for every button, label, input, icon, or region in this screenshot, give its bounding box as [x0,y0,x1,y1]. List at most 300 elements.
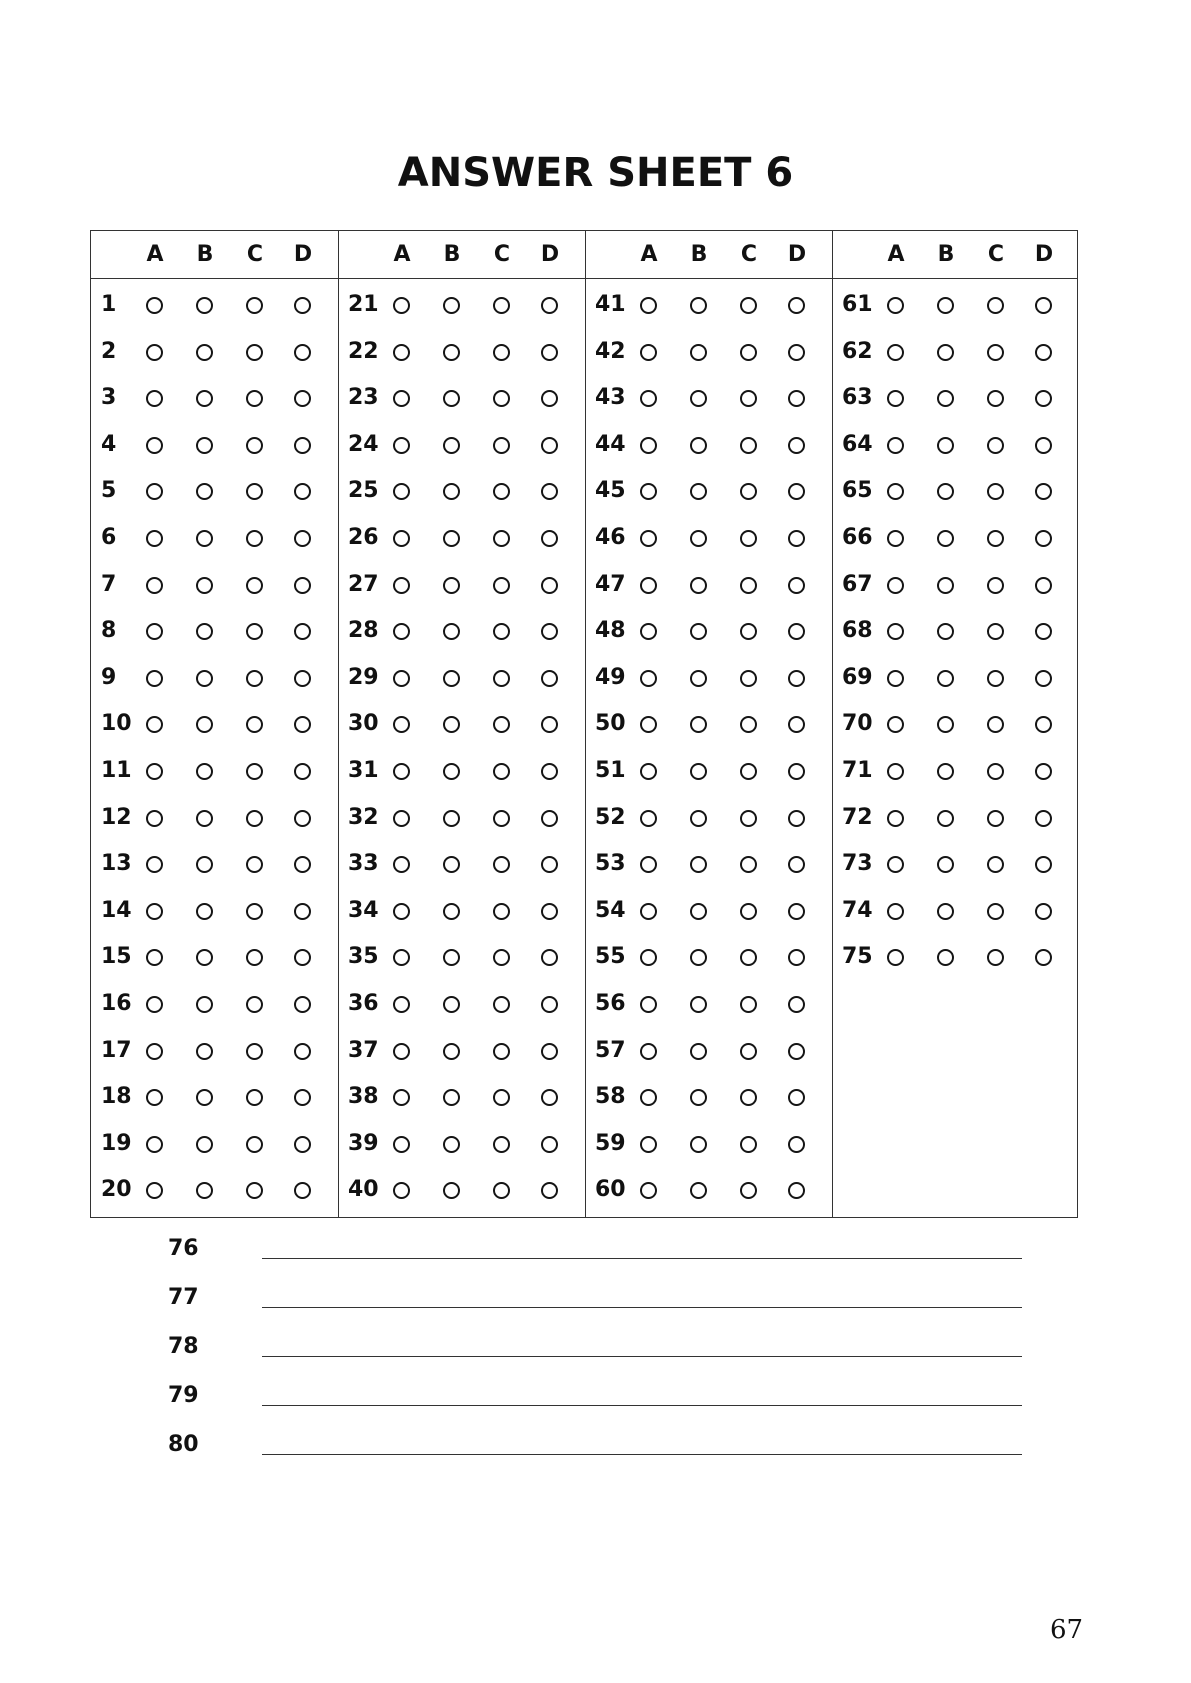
answer-bubble-c[interactable] [740,530,757,547]
answer-bubble-d[interactable] [541,390,558,407]
answer-bubble-d[interactable] [788,390,805,407]
answer-bubble-b[interactable] [937,716,954,733]
answer-bubble-c[interactable] [246,344,263,361]
answer-bubble-c[interactable] [987,903,1004,920]
answer-bubble-a[interactable] [393,297,410,314]
answer-bubble-a[interactable] [887,763,904,780]
answer-bubble-c[interactable] [740,297,757,314]
answer-bubble-a[interactable] [146,996,163,1013]
answer-bubble-a[interactable] [640,716,657,733]
answer-bubble-c[interactable] [246,1136,263,1153]
answer-bubble-b[interactable] [196,1136,213,1153]
answer-bubble-a[interactable] [393,670,410,687]
answer-bubble-a[interactable] [146,810,163,827]
answer-bubble-d[interactable] [1035,483,1052,500]
answer-bubble-d[interactable] [294,1182,311,1199]
answer-bubble-c[interactable] [987,577,1004,594]
answer-bubble-a[interactable] [640,996,657,1013]
answer-bubble-a[interactable] [393,390,410,407]
answer-bubble-c[interactable] [493,856,510,873]
answer-bubble-c[interactable] [246,1043,263,1060]
answer-bubble-a[interactable] [887,856,904,873]
answer-bubble-b[interactable] [937,949,954,966]
answer-bubble-a[interactable] [887,390,904,407]
answer-bubble-c[interactable] [740,949,757,966]
answer-bubble-a[interactable] [146,949,163,966]
answer-bubble-b[interactable] [196,437,213,454]
answer-bubble-a[interactable] [640,437,657,454]
answer-bubble-c[interactable] [246,530,263,547]
answer-bubble-a[interactable] [887,483,904,500]
answer-bubble-a[interactable] [887,344,904,361]
answer-bubble-b[interactable] [443,949,460,966]
answer-bubble-d[interactable] [541,810,558,827]
answer-bubble-b[interactable] [937,483,954,500]
answer-bubble-a[interactable] [640,390,657,407]
answer-bubble-b[interactable] [443,903,460,920]
answer-bubble-a[interactable] [640,1043,657,1060]
answer-bubble-b[interactable] [443,716,460,733]
answer-bubble-c[interactable] [246,390,263,407]
answer-bubble-c[interactable] [246,716,263,733]
answer-bubble-a[interactable] [640,1136,657,1153]
answer-bubble-b[interactable] [690,623,707,640]
answer-bubble-c[interactable] [740,344,757,361]
answer-bubble-c[interactable] [246,623,263,640]
answer-bubble-d[interactable] [788,810,805,827]
short-answer-line[interactable] [262,1454,1022,1455]
answer-bubble-d[interactable] [541,716,558,733]
answer-bubble-c[interactable] [493,716,510,733]
answer-bubble-c[interactable] [987,716,1004,733]
answer-bubble-d[interactable] [541,856,558,873]
answer-bubble-a[interactable] [393,949,410,966]
answer-bubble-a[interactable] [640,577,657,594]
answer-bubble-d[interactable] [1035,623,1052,640]
answer-bubble-b[interactable] [690,1089,707,1106]
answer-bubble-d[interactable] [541,623,558,640]
answer-bubble-c[interactable] [246,996,263,1013]
answer-bubble-d[interactable] [541,903,558,920]
answer-bubble-d[interactable] [788,577,805,594]
answer-bubble-a[interactable] [393,763,410,780]
answer-bubble-c[interactable] [740,437,757,454]
answer-bubble-d[interactable] [541,996,558,1013]
answer-bubble-c[interactable] [246,577,263,594]
answer-bubble-a[interactable] [640,856,657,873]
answer-bubble-c[interactable] [493,1043,510,1060]
answer-bubble-c[interactable] [246,670,263,687]
answer-bubble-b[interactable] [443,810,460,827]
answer-bubble-c[interactable] [493,1089,510,1106]
answer-bubble-c[interactable] [740,763,757,780]
answer-bubble-c[interactable] [493,577,510,594]
answer-bubble-a[interactable] [393,1043,410,1060]
answer-bubble-c[interactable] [987,623,1004,640]
answer-bubble-d[interactable] [788,716,805,733]
answer-bubble-c[interactable] [246,483,263,500]
answer-bubble-c[interactable] [246,856,263,873]
answer-bubble-b[interactable] [690,1136,707,1153]
answer-bubble-d[interactable] [788,856,805,873]
answer-bubble-d[interactable] [1035,390,1052,407]
answer-bubble-b[interactable] [690,810,707,827]
answer-bubble-b[interactable] [690,344,707,361]
answer-bubble-b[interactable] [937,390,954,407]
answer-bubble-b[interactable] [690,716,707,733]
answer-bubble-a[interactable] [640,344,657,361]
answer-bubble-d[interactable] [788,437,805,454]
answer-bubble-c[interactable] [493,670,510,687]
answer-bubble-a[interactable] [640,903,657,920]
answer-bubble-d[interactable] [541,763,558,780]
answer-bubble-b[interactable] [937,577,954,594]
answer-bubble-a[interactable] [146,530,163,547]
answer-bubble-d[interactable] [294,390,311,407]
answer-bubble-b[interactable] [690,437,707,454]
answer-bubble-c[interactable] [493,390,510,407]
answer-bubble-c[interactable] [493,344,510,361]
answer-bubble-b[interactable] [443,670,460,687]
answer-bubble-b[interactable] [690,530,707,547]
answer-bubble-c[interactable] [493,996,510,1013]
answer-bubble-c[interactable] [246,437,263,454]
answer-bubble-d[interactable] [788,1136,805,1153]
answer-bubble-c[interactable] [987,949,1004,966]
answer-bubble-d[interactable] [294,437,311,454]
answer-bubble-d[interactable] [541,483,558,500]
answer-bubble-c[interactable] [493,1182,510,1199]
answer-bubble-c[interactable] [493,297,510,314]
answer-bubble-d[interactable] [1035,437,1052,454]
answer-bubble-c[interactable] [987,530,1004,547]
answer-bubble-c[interactable] [987,483,1004,500]
answer-bubble-a[interactable] [146,716,163,733]
answer-bubble-a[interactable] [393,530,410,547]
answer-bubble-b[interactable] [443,577,460,594]
answer-bubble-b[interactable] [937,297,954,314]
answer-bubble-b[interactable] [937,856,954,873]
answer-bubble-c[interactable] [246,763,263,780]
answer-bubble-a[interactable] [393,1182,410,1199]
answer-bubble-c[interactable] [246,1182,263,1199]
answer-bubble-d[interactable] [541,1089,558,1106]
answer-bubble-b[interactable] [443,390,460,407]
answer-bubble-d[interactable] [294,577,311,594]
answer-bubble-c[interactable] [493,1136,510,1153]
answer-bubble-b[interactable] [196,903,213,920]
answer-bubble-c[interactable] [740,623,757,640]
answer-bubble-b[interactable] [937,903,954,920]
answer-bubble-b[interactable] [937,530,954,547]
answer-bubble-d[interactable] [1035,344,1052,361]
answer-bubble-d[interactable] [788,530,805,547]
answer-bubble-d[interactable] [541,297,558,314]
answer-bubble-a[interactable] [887,623,904,640]
answer-bubble-a[interactable] [146,623,163,640]
answer-bubble-a[interactable] [146,1043,163,1060]
answer-bubble-c[interactable] [987,763,1004,780]
answer-bubble-a[interactable] [640,763,657,780]
answer-bubble-a[interactable] [146,297,163,314]
answer-bubble-d[interactable] [541,344,558,361]
answer-bubble-a[interactable] [393,483,410,500]
answer-bubble-c[interactable] [740,903,757,920]
answer-bubble-a[interactable] [887,530,904,547]
answer-bubble-a[interactable] [393,996,410,1013]
answer-bubble-b[interactable] [937,763,954,780]
answer-bubble-d[interactable] [541,1182,558,1199]
answer-bubble-a[interactable] [393,810,410,827]
answer-bubble-a[interactable] [640,297,657,314]
answer-bubble-c[interactable] [740,577,757,594]
answer-bubble-d[interactable] [294,1043,311,1060]
answer-bubble-b[interactable] [443,1136,460,1153]
answer-bubble-c[interactable] [740,716,757,733]
answer-bubble-d[interactable] [788,344,805,361]
answer-bubble-d[interactable] [788,763,805,780]
answer-bubble-b[interactable] [937,670,954,687]
answer-bubble-d[interactable] [788,1182,805,1199]
answer-bubble-d[interactable] [294,856,311,873]
answer-bubble-c[interactable] [987,297,1004,314]
answer-bubble-c[interactable] [740,810,757,827]
answer-bubble-a[interactable] [640,530,657,547]
answer-bubble-a[interactable] [146,577,163,594]
answer-bubble-d[interactable] [294,297,311,314]
answer-bubble-a[interactable] [146,1136,163,1153]
answer-bubble-d[interactable] [788,1089,805,1106]
answer-bubble-c[interactable] [246,949,263,966]
answer-bubble-d[interactable] [294,483,311,500]
answer-bubble-b[interactable] [196,763,213,780]
answer-bubble-d[interactable] [541,949,558,966]
answer-bubble-b[interactable] [690,1182,707,1199]
answer-bubble-b[interactable] [937,623,954,640]
answer-bubble-b[interactable] [196,856,213,873]
answer-bubble-d[interactable] [1035,763,1052,780]
answer-bubble-d[interactable] [1035,297,1052,314]
answer-bubble-c[interactable] [740,996,757,1013]
answer-bubble-c[interactable] [246,1089,263,1106]
answer-bubble-d[interactable] [294,996,311,1013]
answer-bubble-d[interactable] [294,1089,311,1106]
answer-bubble-c[interactable] [246,903,263,920]
answer-bubble-d[interactable] [788,483,805,500]
answer-bubble-d[interactable] [294,1136,311,1153]
answer-bubble-c[interactable] [740,1089,757,1106]
answer-bubble-b[interactable] [937,437,954,454]
answer-bubble-b[interactable] [443,623,460,640]
answer-bubble-a[interactable] [887,903,904,920]
answer-bubble-a[interactable] [393,856,410,873]
answer-bubble-c[interactable] [987,344,1004,361]
answer-bubble-d[interactable] [294,810,311,827]
answer-bubble-b[interactable] [443,530,460,547]
answer-bubble-b[interactable] [443,1043,460,1060]
answer-bubble-a[interactable] [146,763,163,780]
answer-bubble-a[interactable] [887,810,904,827]
answer-bubble-d[interactable] [788,903,805,920]
answer-bubble-a[interactable] [393,577,410,594]
answer-bubble-d[interactable] [1035,810,1052,827]
answer-bubble-d[interactable] [294,623,311,640]
answer-bubble-c[interactable] [740,670,757,687]
answer-bubble-d[interactable] [541,437,558,454]
answer-bubble-a[interactable] [887,949,904,966]
answer-bubble-c[interactable] [740,1136,757,1153]
answer-bubble-a[interactable] [393,903,410,920]
answer-bubble-b[interactable] [443,344,460,361]
answer-bubble-d[interactable] [788,1043,805,1060]
answer-bubble-d[interactable] [1035,716,1052,733]
answer-bubble-a[interactable] [146,1089,163,1106]
answer-bubble-a[interactable] [640,623,657,640]
answer-bubble-d[interactable] [294,763,311,780]
answer-bubble-a[interactable] [146,856,163,873]
answer-bubble-c[interactable] [740,856,757,873]
answer-bubble-b[interactable] [196,390,213,407]
answer-bubble-a[interactable] [640,670,657,687]
answer-bubble-b[interactable] [196,530,213,547]
answer-bubble-a[interactable] [887,297,904,314]
short-answer-line[interactable] [262,1258,1022,1259]
answer-bubble-c[interactable] [493,763,510,780]
answer-bubble-d[interactable] [294,670,311,687]
answer-bubble-b[interactable] [443,483,460,500]
answer-bubble-d[interactable] [541,1043,558,1060]
answer-bubble-a[interactable] [640,810,657,827]
answer-bubble-c[interactable] [493,483,510,500]
answer-bubble-d[interactable] [541,577,558,594]
answer-bubble-a[interactable] [887,437,904,454]
answer-bubble-d[interactable] [294,344,311,361]
answer-bubble-d[interactable] [788,996,805,1013]
answer-bubble-c[interactable] [987,810,1004,827]
answer-bubble-d[interactable] [1035,577,1052,594]
answer-bubble-c[interactable] [493,949,510,966]
short-answer-line[interactable] [262,1356,1022,1357]
answer-bubble-b[interactable] [196,1182,213,1199]
answer-bubble-b[interactable] [690,390,707,407]
answer-bubble-c[interactable] [987,670,1004,687]
answer-bubble-b[interactable] [196,716,213,733]
answer-bubble-c[interactable] [246,297,263,314]
answer-bubble-c[interactable] [987,390,1004,407]
short-answer-line[interactable] [262,1405,1022,1406]
answer-bubble-c[interactable] [987,856,1004,873]
answer-bubble-a[interactable] [640,949,657,966]
answer-bubble-c[interactable] [493,903,510,920]
answer-bubble-a[interactable] [393,437,410,454]
answer-bubble-b[interactable] [690,996,707,1013]
answer-bubble-a[interactable] [640,1089,657,1106]
answer-bubble-a[interactable] [640,1182,657,1199]
answer-bubble-a[interactable] [146,483,163,500]
answer-bubble-d[interactable] [1035,903,1052,920]
answer-bubble-b[interactable] [690,670,707,687]
answer-bubble-a[interactable] [146,390,163,407]
answer-bubble-d[interactable] [1035,949,1052,966]
answer-bubble-b[interactable] [443,297,460,314]
answer-bubble-b[interactable] [196,996,213,1013]
answer-bubble-c[interactable] [740,1182,757,1199]
answer-bubble-d[interactable] [788,949,805,966]
answer-bubble-d[interactable] [788,297,805,314]
answer-bubble-b[interactable] [443,763,460,780]
answer-bubble-b[interactable] [196,810,213,827]
short-answer-line[interactable] [262,1307,1022,1308]
answer-bubble-a[interactable] [887,670,904,687]
answer-bubble-d[interactable] [294,716,311,733]
answer-bubble-d[interactable] [294,530,311,547]
answer-bubble-d[interactable] [294,949,311,966]
answer-bubble-a[interactable] [393,344,410,361]
answer-bubble-b[interactable] [690,577,707,594]
answer-bubble-b[interactable] [690,297,707,314]
answer-bubble-c[interactable] [246,810,263,827]
answer-bubble-b[interactable] [196,344,213,361]
answer-bubble-d[interactable] [541,1136,558,1153]
answer-bubble-b[interactable] [690,1043,707,1060]
answer-bubble-c[interactable] [740,1043,757,1060]
answer-bubble-b[interactable] [937,344,954,361]
answer-bubble-d[interactable] [788,670,805,687]
answer-bubble-b[interactable] [690,763,707,780]
answer-bubble-b[interactable] [196,949,213,966]
answer-bubble-d[interactable] [1035,856,1052,873]
answer-bubble-c[interactable] [740,483,757,500]
answer-bubble-c[interactable] [493,623,510,640]
answer-bubble-b[interactable] [443,856,460,873]
answer-bubble-b[interactable] [443,437,460,454]
answer-bubble-b[interactable] [690,903,707,920]
answer-bubble-c[interactable] [493,530,510,547]
answer-bubble-d[interactable] [541,670,558,687]
answer-bubble-c[interactable] [740,390,757,407]
answer-bubble-b[interactable] [937,810,954,827]
answer-bubble-c[interactable] [493,437,510,454]
answer-bubble-b[interactable] [196,1043,213,1060]
answer-bubble-b[interactable] [443,1089,460,1106]
answer-bubble-c[interactable] [987,437,1004,454]
answer-bubble-d[interactable] [788,623,805,640]
answer-bubble-a[interactable] [640,483,657,500]
answer-bubble-c[interactable] [493,810,510,827]
answer-bubble-a[interactable] [146,344,163,361]
answer-bubble-a[interactable] [393,1136,410,1153]
answer-bubble-b[interactable] [196,1089,213,1106]
answer-bubble-b[interactable] [690,483,707,500]
answer-bubble-a[interactable] [393,623,410,640]
answer-bubble-d[interactable] [294,903,311,920]
answer-bubble-b[interactable] [690,949,707,966]
answer-bubble-a[interactable] [146,1182,163,1199]
answer-bubble-a[interactable] [393,1089,410,1106]
answer-bubble-b[interactable] [196,670,213,687]
answer-bubble-a[interactable] [146,437,163,454]
answer-bubble-d[interactable] [1035,670,1052,687]
answer-bubble-a[interactable] [887,716,904,733]
answer-bubble-a[interactable] [393,716,410,733]
answer-bubble-b[interactable] [196,623,213,640]
answer-bubble-b[interactable] [443,996,460,1013]
answer-bubble-b[interactable] [443,1182,460,1199]
answer-bubble-d[interactable] [541,530,558,547]
answer-bubble-b[interactable] [196,577,213,594]
answer-bubble-a[interactable] [146,903,163,920]
answer-bubble-a[interactable] [887,577,904,594]
